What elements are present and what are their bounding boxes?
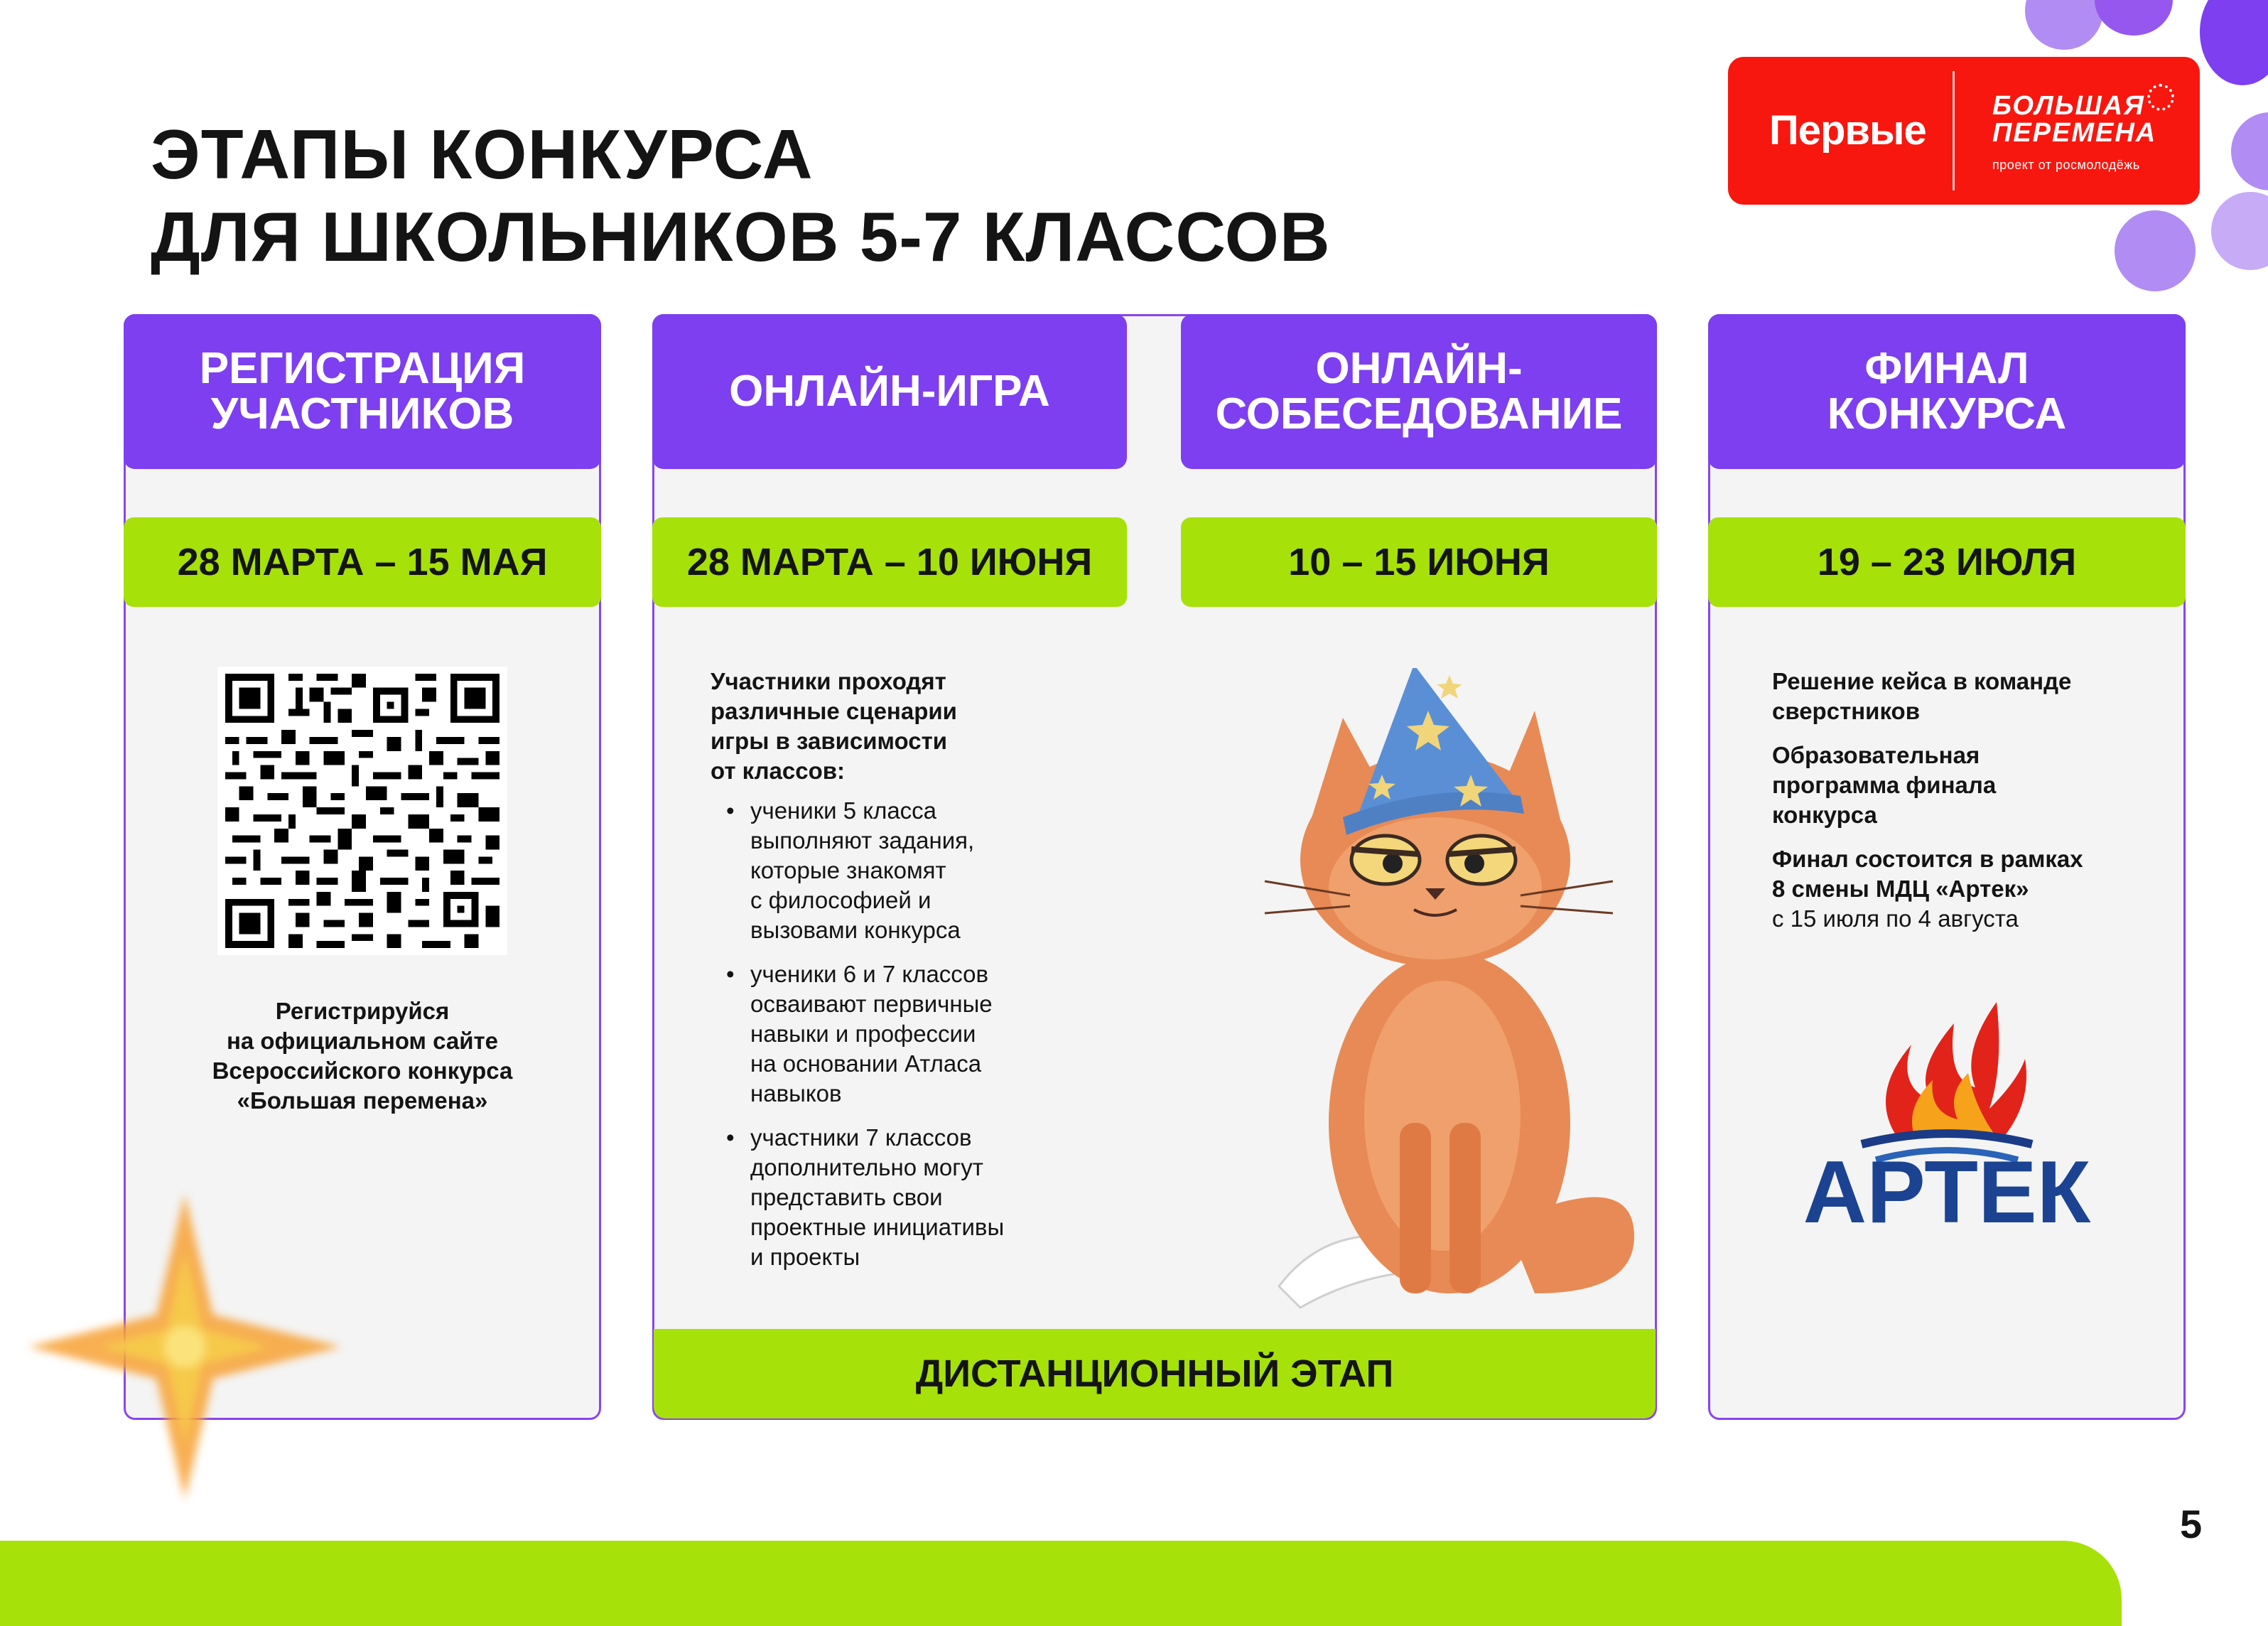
game-bullet-list: [711, 796, 1108, 1272]
brand-logo: [1728, 57, 2200, 205]
brand-pervye: Первые: [1769, 107, 1926, 154]
game-lead: Участники проходят различные сценарии игры в зависимости от классов:: [711, 668, 957, 784]
final-p1: Решение кейса в команде сверстников: [1772, 668, 2072, 724]
title-line-1: ЭТАПЫ КОНКУРСА: [151, 115, 814, 193]
final-p2: Образовательная программа финала конкурса: [1772, 742, 1997, 828]
decor-star-icon: [28, 1194, 341, 1500]
decor-circle: [2025, 0, 2103, 50]
stage-header-online-game: ОНЛАЙН-ИГРА: [652, 314, 1127, 469]
list-item: • ученики 6 и 7 классов осваивают первичные навыки и профессии на основании Атласа навыков: [711, 959, 1108, 1109]
final-description: [1772, 667, 2170, 948]
game-description: [711, 667, 1108, 1286]
decor-circle: [2095, 0, 2173, 36]
cat-wizard-icon: [1236, 668, 1663, 1336]
stage-dates-registration: 28 МАРТА – 15 МАЯ: [124, 517, 601, 607]
title-line-2: ДЛЯ ШКОЛЬНИКОВ 5-7 КЛАССОВ: [151, 197, 1331, 276]
decor-circle: [2200, 0, 2268, 85]
stage-header-online-interview: ОНЛАЙН- СОБЕСЕДОВАНИЕ: [1181, 314, 1657, 469]
stage-header-registration: РЕГИСТРАЦИЯ УЧАСТНИКОВ: [124, 314, 601, 469]
brand-dots-icon: [2147, 84, 2174, 111]
stage-dates-final: 19 – 23 ИЮЛЯ: [1708, 517, 2186, 607]
list-item: • участники 7 классов дополнительно могут представить свои проектные инициативы и проекты: [711, 1123, 1108, 1272]
decor-circle: [2211, 192, 2268, 270]
final-p3: Финал состоится в рамках 8 смены МДЦ «Артек» с 15 июля по 4 августа: [1772, 846, 2083, 932]
brand-divider: [1953, 71, 1955, 190]
stage-dates-online-game: 28 МАРТА – 10 ИЮНЯ: [652, 517, 1127, 607]
list-item: • ученики 5 класса выполняют задания, которые знакомят с философией и вызовами конкурса: [711, 796, 1108, 945]
registration-description: Регистрируйся на официальном сайте Всероссийского конкурса «Большая перемена»: [212, 998, 513, 1114]
page-title: [151, 114, 1331, 278]
qr-code-icon[interactable]: [217, 667, 507, 955]
brand-bolshaya-peremena: БОЛЬШАЯ ПЕРЕМЕНА проект от росмолодёжь: [1992, 91, 2157, 172]
decor-circle: [2115, 210, 2196, 291]
artek-logo: [1791, 995, 2103, 1237]
decor-circle: [2231, 112, 2268, 190]
distance-stage-label: ДИСТАНЦИОННЫЙ ЭТАП: [654, 1329, 1656, 1418]
stage-header-final: ФИНАЛ КОНКУРСА: [1708, 314, 2186, 469]
stage-dates-online-interview: 10 – 15 ИЮНЯ: [1181, 517, 1657, 607]
bottom-bar: [0, 1541, 2122, 1626]
svg-text:АРТЕК: АРТЕК: [1803, 1143, 2091, 1237]
page-number: 5: [2180, 1502, 2203, 1546]
